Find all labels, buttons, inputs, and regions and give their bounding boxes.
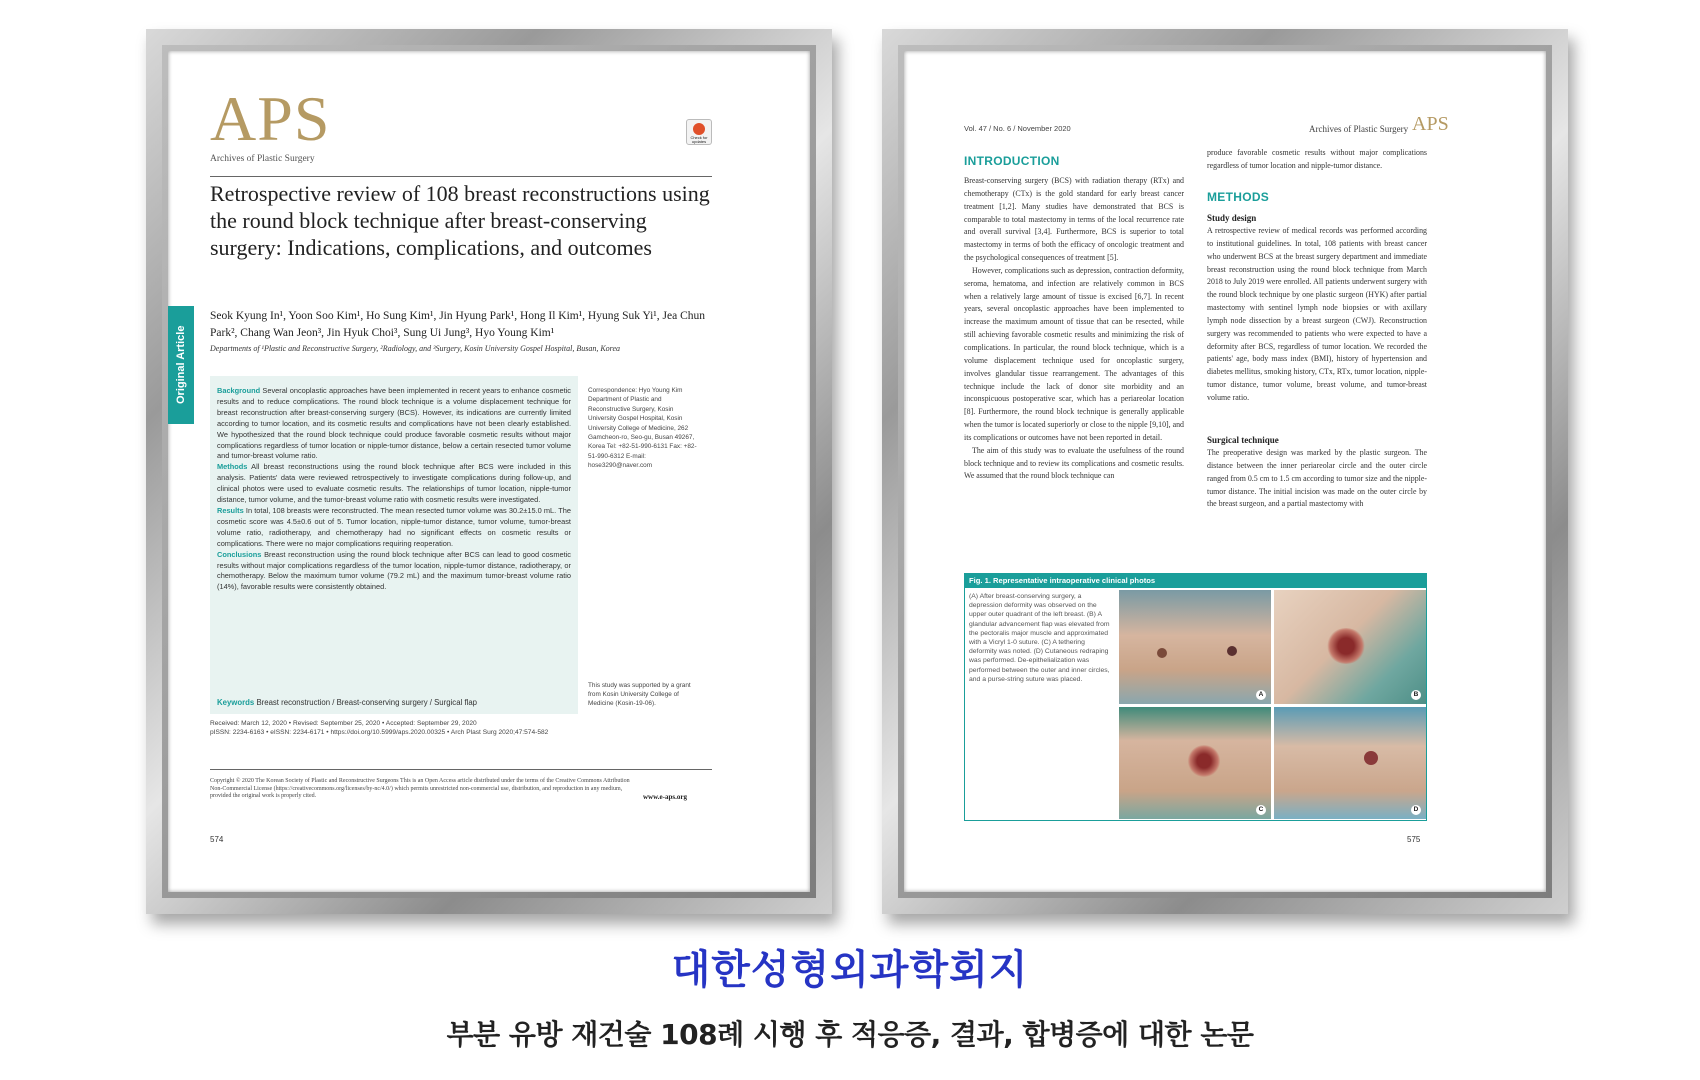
abstract-conclusions: Conclusions Breast reconstruction using the round block technique after BCS can lead to good cosmetic results without major complications regardless of the tumor location, nipple-tumor distance, radiotherapy, or chemotherapy. Below the maximum tumor volume (79.2 mL) and the maximum tumor-breast volume ratio (14%), favorable results were consistently obtained. [217,549,571,592]
copyright-notice: Copyright © 2020 The Korean Society of Plastic and Reconstructive Surgeons This is an Open Access article distributed under the terms of the Creative Commons Attribution Non-Commercial License (https://creativecommons.org/licenses/by-nc/4.0/) which permits unrestricted non-commercial use, distribution, and reproduction in any medium, provided the original work is properly cited. [210,778,630,799]
received-dates: Received: March 12, 2020 • Revised: September 25, 2020 • Accepted: September 29, 2020 pISSN: 2234-6163 • eISSN: 2234-6171 • https://doi.org/10.5999/aps.2020.00325 • Arch Plast Surg 2020;47:574-582 [210,720,549,736]
clinical-photo-b: B [1274,590,1426,704]
left-picture-frame [146,29,832,914]
figure-title: Fig. 1. Representative intraoperative clinical photos [965,574,1426,588]
author-list: Seok Kyung In¹, Yoon Soo Kim¹, Ho Sung Kim¹, Jin Hyung Park¹, Hong Il Kim¹, Hyung Suk Yi¹, Jea Chun Park², Chang Wan Jeon³, Jin Hyuk Choi³, Sung Ui Jung³, Hyo Young Kim¹ [210,310,705,339]
page-number: 574 [210,835,224,844]
article-title: Retrospective review of 108 breast reconstructions using the round block technique after breast-conserving surgery: Indications, complications, and outcomes [210,181,710,260]
footer-rule [210,769,712,770]
journal-name: Archives of Plastic Surgery [210,154,315,164]
korean-journal-title: 대한성형외과학회지 [671,947,1029,993]
header-rule [210,176,712,177]
clinical-photo-d: D [1274,707,1426,819]
surgical-technique-heading: Surgical technique [1207,435,1279,445]
journal-page-574 [168,51,810,892]
methods-heading: METHODS [1207,190,1270,204]
intro-continuation: produce favorable cosmetic results without major complications regardless of tumor location and nipple-tumor distance. [1207,148,1427,170]
introduction-heading: INTRODUCTION [964,154,1060,168]
page-number: 575 [1407,835,1421,844]
funding-note: This study was supported by a grant from Kosin University College of Medicine (Kosin-19-06). [588,682,691,707]
clinical-photo-c: C [1119,707,1271,819]
check-for-updates-icon: Check for updates [686,119,712,145]
departments: Departments of ¹Plastic and Reconstructive Surgery, ²Radiology, and ³Surgery, Kosin University Gospel Hospital, Busan, Korea [210,344,621,353]
study-design-heading: Study design [1207,213,1257,223]
abstract-box [210,376,578,714]
volume-info: Vol. 47 / No. 6 / November 2020 [964,124,1071,133]
aps-logo-small: APS [1412,113,1449,135]
abstract-results: Results In total, 108 breasts were reconstructed. The mean resected tumor volume was 30.2±15.0 mL. The cosmetic score was 4.5±0.6 out of 5. Tumor location, nipple-tumor distance, tumor volume, tumor-breast volume ratio, radiotherapy, and chemotherapy had no significant effects on cosmetic results or complications. There were no major complications requiring reoperation. [217,505,572,548]
aps-logo: APS [210,83,331,154]
surgical-technique-body: The preoperative design was marked by the plastic surgeon. The distance between the inner periareolar circle and the outer circle ranged from 0.5 cm to 1.5 cm according to tumor size and the nipple-tumor distance. The initial incision was made on the outer circle by the breast surgeon, and a partial mastectomy with [1207,448,1427,509]
left-frame-inner [162,45,816,898]
figure-1 [964,573,1427,821]
study-design-body: A retrospective review of medical records was performed according to institutional guidelines. In total, 108 patients with breast cancer who underwent BCS at the breast surgery department and immediate breast reconstruction using the round block technique from March 2018 to July 2019 were enrolled. All patients underwent surgery with the round block technique by one plastic surgeon (HYK) after partial mastectomy with sentinel lymph node biopsies or with axillary lymph node dissection by a breast surgeon (CWJ). Reconstruction surgery was recommended to patients who were expected to have a deformity after BCS, regardless of tumor location. We recorded the patients' age, body mass index (BMI), history of hypertension and diabetes mellitus, smoking history, CTx, RTx, tumor location, nipple-tumor distance, tumor volume, breast volume, and tumor-breast volume ratio. [1207,226,1427,402]
korean-subtitle: 부분 유방 재건술 108례 시행 후 적응증, 결과, 합병증에 대한 논문 [446,1018,1254,1051]
introduction-body: Breast-conserving surgery (BCS) with radiation therapy (RTx) and chemotherapy (CTx) is the gold standard for early breast cancer treatment [1,2]. Many studies have demonstrated that BCS is comparable to total mastectomy in terms of the local recurrence rate and overall survival [3,4]. Furthermore, BCS is superior to total mastectomy in terms of both the efficacy of oncologic treatment and the psychological consequences of treatment [5]. However, complications such as depression, contraction deformity, seroma, hematoma, and infection are relatively common in BCS when a relatively large amount of tissue is excised [6,7]. In recent years, several oncoplastic approaches have been implemented to increase the maximum amount of tissue that can be resected, while still achieving favorable cosmetic results and minimizing the risk of complications. In particular, the round block technique, which is a volume displacement technique used for oncoplastic surgery, involves glandular tissue rearrangement. The advantages of this technique include the lack of donor site morbidity and an inconspicuous postoperative scar, which has a periareolar location [8]. Furthermore, the round block technique is generally applicable when the tumor is located superiorly or close to the nipple [9,10], and its complications or outcomes have not been reported in detail. The aim of this study was to evaluate the usefulness of the round block technique and to review its complications and cosmetic results. We assumed that the round block technique can [964,176,1185,481]
right-frame-inner [898,45,1552,898]
right-picture-frame [882,29,1568,914]
website-link[interactable]: www.e-aps.org [643,793,687,801]
abstract-methods: Methods All breast reconstructions using the round block technique after BCS were included in this analysis. Patients' data were reviewed retrospectively to investigate complications during follow-up, and clinical photos were used to evaluate cosmetic results. The relationships of tumor location, nipple-tumor distance, tumor volume, and the tumor-breast volume ratio with cosmetic results were investigated. [217,462,571,505]
keywords: Keywords Breast reconstruction / Breast-conserving surgery / Surgical flap [217,698,478,707]
correspondence: Correspondence: Hyo Young Kim Department of Plastic and Reconstructive Surgery, Kosin University Gospel Hospital, Kosin University College of Medicine, 262 Gamcheon-ro, Seo-gu, Busan 49267, Korea Tel: +82-51-990-6131 Fax: +82-51-990-6312 E-mail: hose3290@naver.com [588,387,697,470]
clinical-photo-a: A [1119,590,1271,704]
section-tab: Original Article [168,306,194,424]
figure-caption: (A) After breast-conserving surgery, a depression deformity was observed on the upper outer quadrant of the left breast. (B) A glandular advancement flap was elevated from the pectoralis major muscle and approximated with a Vicryl 1-0 suture. (C) A tethering deformity was noted. (D) Cutaneous redraping was performed. De-epithelialization was performed between the outer and inner circles, and a purse-string suture was placed. [969,593,1110,683]
journal-page-575 [904,51,1546,892]
abstract-background: Background Several oncoplastic approaches have been implemented in recent years to enhance cosmetic results and to reduce complications. The round block technique is a volume displacement technique for breast reconstruction after breast-conserving surgery (BCS). However, its indications are currently limited according to tumor location, and its cosmetic results and complications have not been clearly established. We hypothesized that the round block technique could produce favorable cosmetic results without major complications regardless of tumor location or nipple-tumor distance, below a certain resected tumor volume and tumor-breast volume ratio. [217,386,571,461]
running-head-journal: Archives of Plastic Surgery [1309,124,1409,134]
